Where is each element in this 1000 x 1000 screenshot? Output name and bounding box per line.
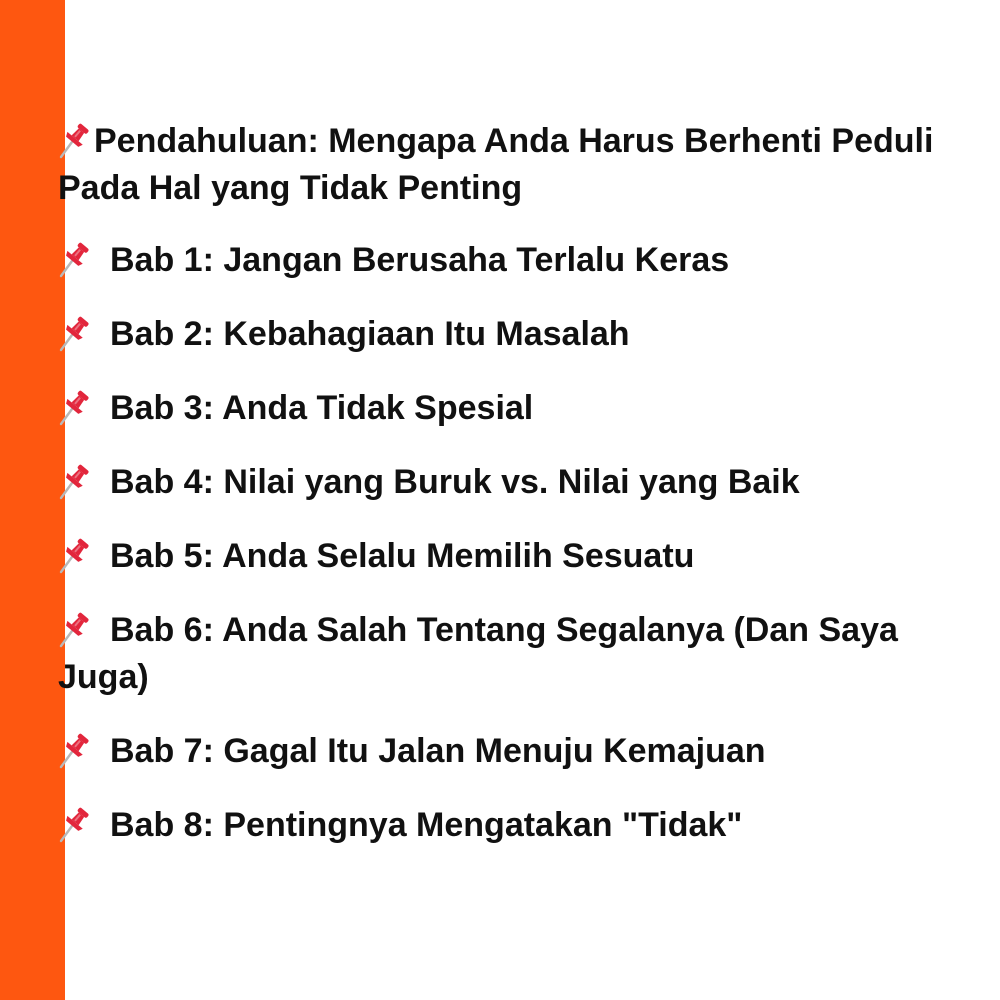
toc-item-label: Bab 1: Jangan Berusaha Terlalu Keras xyxy=(110,241,730,279)
pushpin-icon xyxy=(58,609,94,649)
table-of-contents xyxy=(58,118,978,876)
toc-item-label: Bab 2: Kebahagiaan Itu Masalah xyxy=(110,315,630,353)
pushpin-icon xyxy=(58,730,94,770)
pushpin-icon xyxy=(58,461,94,501)
pushpin-icon xyxy=(58,804,94,844)
toc-item-introduction xyxy=(58,118,978,212)
toc-item-chapter-5 xyxy=(58,533,978,580)
pushpin-icon xyxy=(58,387,94,427)
toc-item-label: Bab 5: Anda Selalu Memilih Sesuatu xyxy=(110,537,695,575)
toc-item-chapter-1 xyxy=(58,237,978,284)
pushpin-icon xyxy=(58,239,94,279)
toc-item-chapter-7 xyxy=(58,728,978,775)
toc-item-chapter-8 xyxy=(58,802,978,849)
accent-strip xyxy=(0,0,65,1000)
toc-item-label: Bab 8: Pentingnya Mengatakan "Tidak" xyxy=(110,806,743,844)
toc-item-label: Bab 4: Nilai yang Buruk vs. Nilai yang Baik xyxy=(110,463,800,501)
toc-item-chapter-4 xyxy=(58,459,978,506)
toc-item-label: Bab 6: Anda Salah Tentang Segalanya (Dan Saya Juga) xyxy=(58,611,898,696)
toc-item-chapter-3 xyxy=(58,385,978,432)
toc-item-label: Bab 3: Anda Tidak Spesial xyxy=(110,389,534,427)
pushpin-icon xyxy=(58,313,94,353)
toc-item-label: Bab 7: Gagal Itu Jalan Menuju Kemajuan xyxy=(110,732,766,770)
toc-item-label: Pendahuluan: Mengapa Anda Harus Berhenti Peduli Pada Hal yang Tidak Penting xyxy=(58,122,934,207)
pushpin-icon xyxy=(58,120,94,160)
pushpin-icon xyxy=(58,535,94,575)
toc-item-chapter-6 xyxy=(58,607,978,701)
toc-item-chapter-2 xyxy=(58,311,978,358)
